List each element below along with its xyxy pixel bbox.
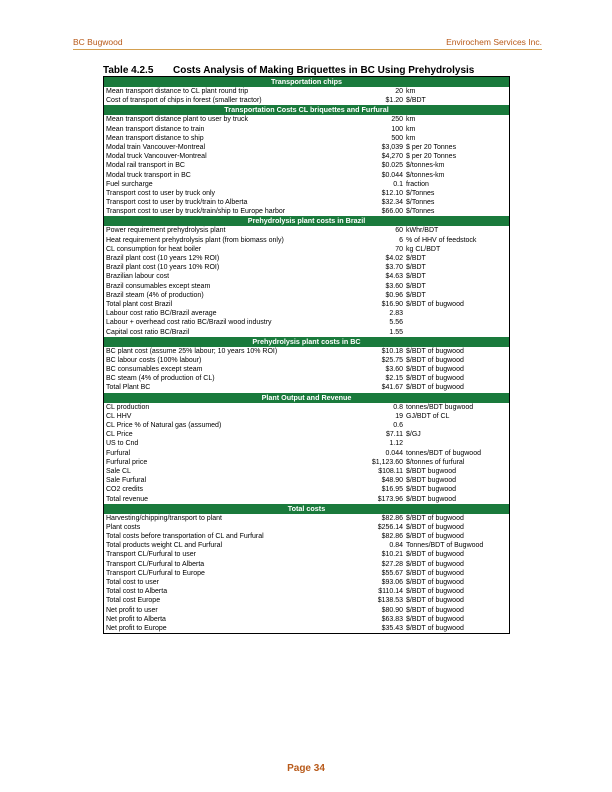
row-unit: $/BDT of bugwood bbox=[406, 514, 464, 522]
row-label: Brazil steam (4% of production) bbox=[106, 291, 204, 299]
section-heading: Total costs bbox=[104, 504, 509, 514]
table-row bbox=[104, 87, 509, 96]
row-unit bbox=[403, 328, 509, 337]
row-value: $82.86 bbox=[381, 514, 403, 522]
row-label: Furfural price bbox=[106, 458, 148, 466]
row-value: $80.90 bbox=[381, 606, 403, 614]
table-row bbox=[104, 300, 509, 309]
row-label: Mean transport distance to CL plant round trip bbox=[106, 88, 249, 95]
row-value: 1.55 bbox=[389, 328, 403, 336]
section-heading: Transportation Costs CL briquettes and Furfural bbox=[104, 105, 509, 115]
table-row bbox=[104, 152, 509, 161]
row-unit: tonnes/BDT of bugwood bbox=[406, 449, 481, 457]
row-unit: $/BDT of bugwood bbox=[406, 375, 464, 383]
row-unit: $/BDT bugwood bbox=[406, 477, 457, 485]
row-value: $4.63 bbox=[385, 273, 403, 281]
row-value: $63.83 bbox=[381, 615, 403, 623]
row-label: Brazil plant cost (10 years 10% ROI) bbox=[106, 264, 220, 272]
row-label: US to Cnd bbox=[106, 440, 139, 448]
row-unit: $/BDT of bugwood bbox=[406, 579, 464, 586]
row-unit: $/BDT bugwood bbox=[406, 486, 457, 494]
row-value: $3.60 bbox=[385, 282, 403, 290]
row-value: 0.84 bbox=[389, 542, 403, 550]
row-unit: $/Tonnes bbox=[406, 199, 435, 207]
row-value: 500 bbox=[391, 134, 403, 142]
row-unit: $/BDT of bugwood bbox=[406, 384, 464, 392]
row-unit: $ per 20 Tonnes bbox=[406, 143, 457, 151]
row-unit: $/BDT bbox=[406, 291, 426, 299]
row-label: BC plant cost (assume 25% labour; 10 years 10% ROI) bbox=[106, 347, 278, 355]
row-value: $55.67 bbox=[381, 569, 403, 577]
table-row bbox=[104, 115, 509, 124]
table-row bbox=[104, 550, 509, 559]
table-row bbox=[104, 282, 509, 291]
row-label: CL HHV bbox=[106, 412, 132, 420]
table-row bbox=[104, 254, 509, 263]
table-row bbox=[104, 272, 509, 281]
row-label: Transport cost to user by truck/train to Alberta bbox=[106, 199, 248, 207]
row-label: Plant costs bbox=[106, 523, 141, 531]
row-label: Transport cost to user by truck/train/ship to Europe harbor bbox=[106, 208, 286, 216]
row-label: Sale Furfural bbox=[106, 477, 147, 485]
row-label: Harvesting/chipping/transport to plant bbox=[106, 514, 222, 522]
table-row bbox=[104, 245, 509, 254]
table-row bbox=[104, 180, 509, 189]
row-unit: km bbox=[406, 134, 416, 142]
table-row bbox=[104, 569, 509, 578]
table-row bbox=[104, 532, 509, 541]
row-label: Mean transport distance plant to user by truck bbox=[106, 116, 249, 124]
row-unit: $/BDT bugwood bbox=[406, 495, 457, 503]
table-row bbox=[104, 198, 509, 207]
section-heading: Prehydrolysis plant costs in Brazil bbox=[104, 216, 509, 226]
row-value: $173.96 bbox=[377, 495, 403, 503]
table-row bbox=[104, 383, 509, 392]
row-unit: $/BDT bbox=[406, 264, 426, 272]
row-label: Total costs before transportation of CL and Furfural bbox=[106, 533, 264, 541]
row-label: BC consumables except steam bbox=[106, 366, 203, 374]
row-unit: $ per 20 Tonnes bbox=[406, 153, 457, 161]
table-row bbox=[104, 226, 509, 235]
row-label: Capital cost ratio BC/Brazil bbox=[106, 328, 190, 336]
table-row bbox=[104, 587, 509, 596]
row-value: $256.14 bbox=[377, 523, 403, 531]
row-value: $27.28 bbox=[381, 560, 403, 568]
row-label: Transport CL/Furfural to Alberta bbox=[106, 560, 205, 568]
row-unit: $/BDT of bugwood bbox=[406, 606, 464, 614]
row-unit: $/Tonnes bbox=[406, 189, 435, 197]
row-value: 2.83 bbox=[389, 310, 403, 318]
section-heading: Plant Output and Revenue bbox=[104, 393, 509, 403]
table-row bbox=[104, 318, 509, 327]
table-title-text: Costs Analysis of Making Briquettes in BC Using Prehydrolysis bbox=[173, 65, 475, 76]
row-label: Brazilian labour cost bbox=[106, 273, 170, 281]
table-row bbox=[104, 476, 509, 485]
table-row bbox=[104, 485, 509, 494]
table-row bbox=[104, 467, 509, 476]
row-value: 20 bbox=[395, 88, 403, 95]
row-label: Total plant cost Brazil bbox=[106, 300, 173, 308]
table-row bbox=[104, 403, 509, 412]
row-value: $3.70 bbox=[385, 264, 403, 272]
row-unit: $/BDT of bugwood bbox=[406, 560, 464, 568]
row-value: $110.14 bbox=[378, 588, 403, 596]
row-value: $16.95 bbox=[381, 486, 403, 494]
row-label: CL production bbox=[106, 403, 150, 411]
row-label: Mean transport distance to train bbox=[106, 125, 205, 133]
row-unit: kWhr/BDT bbox=[406, 227, 439, 235]
row-label: Labour + overhead cost ratio BC/Brazil wood industry bbox=[106, 319, 272, 327]
row-value: $1,123.60 bbox=[371, 458, 403, 466]
table-row bbox=[104, 125, 509, 134]
row-value: $4,270 bbox=[381, 153, 403, 161]
row-unit: $/BDT of bugwood bbox=[406, 523, 464, 531]
row-label: Total cost to user bbox=[106, 579, 159, 586]
table-row bbox=[104, 514, 509, 523]
row-unit bbox=[403, 421, 509, 430]
table-row bbox=[104, 541, 509, 550]
row-value: 0.6 bbox=[393, 422, 403, 429]
table-row bbox=[104, 606, 509, 615]
row-value: $4.02 bbox=[385, 255, 403, 262]
table-row bbox=[104, 458, 509, 467]
row-unit: $/BDT bugwood bbox=[406, 467, 457, 475]
row-unit: $/BDT bbox=[406, 255, 426, 262]
table-row bbox=[104, 309, 509, 318]
row-value: $12.10 bbox=[381, 189, 403, 197]
row-value: $3.60 bbox=[385, 366, 403, 374]
table-row bbox=[104, 430, 509, 439]
table-row bbox=[104, 495, 509, 504]
row-label: Power requirement prehydrolysis plant bbox=[106, 227, 226, 235]
row-label: BC labour costs (100% labour) bbox=[106, 356, 202, 364]
row-unit: $/BDT of bugwood bbox=[406, 624, 464, 632]
table-row bbox=[104, 96, 509, 105]
row-value: $1.20 bbox=[385, 97, 403, 105]
row-unit: $/tonnes-km bbox=[406, 162, 445, 170]
table-row bbox=[104, 421, 509, 430]
row-value: 100 bbox=[391, 125, 403, 133]
row-unit: $/tonnes of furfural bbox=[406, 458, 465, 466]
row-value: $3,039 bbox=[381, 143, 403, 151]
row-value: $66.00 bbox=[381, 208, 403, 216]
row-label: Total cost Europe bbox=[106, 597, 161, 605]
table-row bbox=[104, 615, 509, 624]
row-label: Mean transport distance to ship bbox=[106, 134, 204, 142]
table-row bbox=[104, 171, 509, 180]
row-unit: $/BDT of bugwood bbox=[406, 347, 464, 355]
row-value: 5.56 bbox=[389, 319, 403, 327]
row-label: Transport CL/Furfural to user bbox=[106, 551, 196, 559]
row-unit: $/BDT of bugwood bbox=[406, 569, 464, 577]
table-row bbox=[104, 236, 509, 245]
row-value: $0.96 bbox=[385, 291, 403, 299]
row-label: Modal truck Vancouver-Montreal bbox=[106, 153, 207, 161]
row-unit: $/BDT of bugwood bbox=[406, 300, 464, 308]
row-unit: fraction bbox=[406, 180, 429, 188]
row-label: Net profit to user bbox=[106, 606, 158, 614]
table-row bbox=[104, 134, 509, 143]
row-unit: km bbox=[406, 116, 416, 124]
row-unit: % of HHV of feedstock bbox=[406, 236, 477, 244]
row-value: $35.43 bbox=[381, 624, 403, 632]
table-row bbox=[104, 412, 509, 421]
table-row bbox=[104, 624, 509, 633]
row-label: Modal truck transport in BC bbox=[106, 171, 191, 179]
table-row bbox=[104, 356, 509, 365]
row-label: Sale CL bbox=[106, 467, 131, 475]
row-label: Labour cost ratio BC/Brazil average bbox=[106, 310, 217, 318]
row-label: Brazil plant cost (10 years 12% ROI) bbox=[106, 255, 220, 262]
row-label: Total products weight CL and Furfural bbox=[106, 542, 223, 550]
header-divider bbox=[73, 49, 542, 50]
row-label: Cost of transport of chips in forest (smaller tractor) bbox=[106, 97, 262, 105]
page-number: Page 34 bbox=[287, 763, 325, 774]
row-label: Furfural bbox=[106, 449, 131, 457]
row-label: CL consumption for heat boiler bbox=[106, 245, 202, 253]
row-label: CL Price % of Natural gas (assumed) bbox=[106, 422, 222, 429]
table-row bbox=[104, 596, 509, 605]
row-label: Modal train Vancouver-Montreal bbox=[106, 143, 206, 151]
row-value: 0.1 bbox=[393, 180, 403, 188]
row-value: 60 bbox=[395, 227, 403, 235]
table-row bbox=[104, 347, 509, 356]
row-unit: kg CL/BDT bbox=[406, 245, 441, 253]
row-label: CL Price bbox=[106, 431, 133, 439]
row-value: $10.21 bbox=[381, 551, 403, 559]
row-value: $16.90 bbox=[381, 300, 403, 308]
table-number: Table 4.2.5 bbox=[103, 65, 154, 76]
row-value: $108.11 bbox=[378, 467, 403, 475]
row-unit: km bbox=[406, 125, 416, 133]
row-unit: km bbox=[406, 88, 416, 95]
row-value: $41.67 bbox=[381, 384, 403, 392]
row-value: $10.18 bbox=[381, 347, 403, 355]
row-value: 70 bbox=[395, 245, 403, 253]
row-unit: $/BDT of bugwood bbox=[406, 588, 464, 596]
table-row bbox=[104, 439, 509, 448]
row-value: $7.11 bbox=[386, 431, 403, 439]
row-value: 0.8 bbox=[393, 403, 403, 411]
section-heading: Prehydrolysis plant costs in BC bbox=[104, 337, 509, 347]
row-unit bbox=[403, 439, 509, 448]
row-label: Modal rail transport in BC bbox=[106, 162, 185, 170]
row-label: Total cost to Alberta bbox=[106, 588, 168, 596]
table-row bbox=[104, 161, 509, 170]
table-title bbox=[103, 65, 509, 76]
table-row bbox=[104, 449, 509, 458]
row-label: CO2 credits bbox=[106, 486, 143, 494]
table-row bbox=[104, 523, 509, 532]
row-value: 6 bbox=[399, 236, 403, 244]
row-unit: Tonnes/BDT of Bugwood bbox=[406, 542, 484, 550]
table-row bbox=[104, 291, 509, 300]
table-row bbox=[104, 328, 509, 337]
row-unit: $/BDT of bugwood bbox=[406, 366, 464, 374]
table-row bbox=[104, 143, 509, 152]
row-unit bbox=[403, 309, 509, 318]
row-value: 0.044 bbox=[385, 449, 403, 457]
row-label: Heat requirement prehydrolysis plant (from biomass only) bbox=[106, 236, 284, 244]
row-value: 19 bbox=[395, 412, 403, 420]
row-label: BC steam (4% of production of CL) bbox=[106, 375, 215, 383]
row-label: Fuel surcharge bbox=[106, 180, 153, 188]
row-label: Total Plant BC bbox=[106, 384, 151, 392]
row-unit: GJ/BDT of CL bbox=[406, 412, 450, 420]
row-value: $0.044 bbox=[381, 171, 403, 179]
row-value: $25.75 bbox=[381, 356, 403, 364]
row-label: Net profit to Alberta bbox=[106, 615, 166, 623]
table-row bbox=[104, 263, 509, 272]
row-label: Total revenue bbox=[106, 495, 149, 503]
row-unit: $/tonnes-km bbox=[406, 171, 445, 179]
row-unit: tonnes/BDT bugwood bbox=[406, 403, 474, 411]
row-unit: $/Tonnes bbox=[406, 208, 435, 216]
row-value: 1.12 bbox=[389, 440, 403, 448]
row-value: $0.025 bbox=[381, 162, 403, 170]
row-unit: $/BDT bbox=[406, 273, 426, 281]
row-unit: $/BDT of bugwood bbox=[406, 551, 464, 559]
row-value: $93.06 bbox=[381, 579, 403, 586]
table-row bbox=[104, 189, 509, 198]
row-value: $32.34 bbox=[381, 199, 403, 207]
row-unit bbox=[403, 318, 509, 327]
row-unit: $/GJ bbox=[406, 431, 421, 439]
row-value: 250 bbox=[391, 116, 403, 124]
row-unit: $/BDT bbox=[406, 282, 426, 290]
row-value: $48.90 bbox=[381, 477, 403, 485]
row-label: Transport CL/Furfural to Europe bbox=[106, 569, 205, 577]
row-unit: $/BDT of bugwood bbox=[406, 597, 464, 605]
row-label: Transport cost to user by truck only bbox=[106, 189, 216, 197]
table-row bbox=[104, 207, 509, 216]
row-label: Brazil consumables except steam bbox=[106, 282, 211, 290]
row-unit: $/BDT of bugwood bbox=[406, 615, 464, 623]
row-value: $2.15 bbox=[385, 375, 403, 383]
table-row bbox=[104, 560, 509, 569]
header-left-title: BC Bugwood bbox=[73, 37, 123, 47]
header-right-company: Envirochem Services Inc. bbox=[446, 37, 542, 47]
table-row bbox=[104, 365, 509, 374]
row-value: $82.86 bbox=[381, 533, 403, 541]
table-row bbox=[104, 374, 509, 383]
row-label: Net profit to Europe bbox=[106, 624, 167, 632]
table-row bbox=[104, 578, 509, 587]
row-unit: $/BDT of bugwood bbox=[406, 533, 464, 541]
row-unit: $/BDT of bugwood bbox=[406, 356, 464, 364]
row-value: $138.53 bbox=[377, 597, 403, 605]
cost-analysis-table bbox=[103, 77, 510, 634]
row-unit: $/BDT bbox=[406, 97, 426, 105]
section-heading: Transportation chips bbox=[104, 77, 509, 87]
